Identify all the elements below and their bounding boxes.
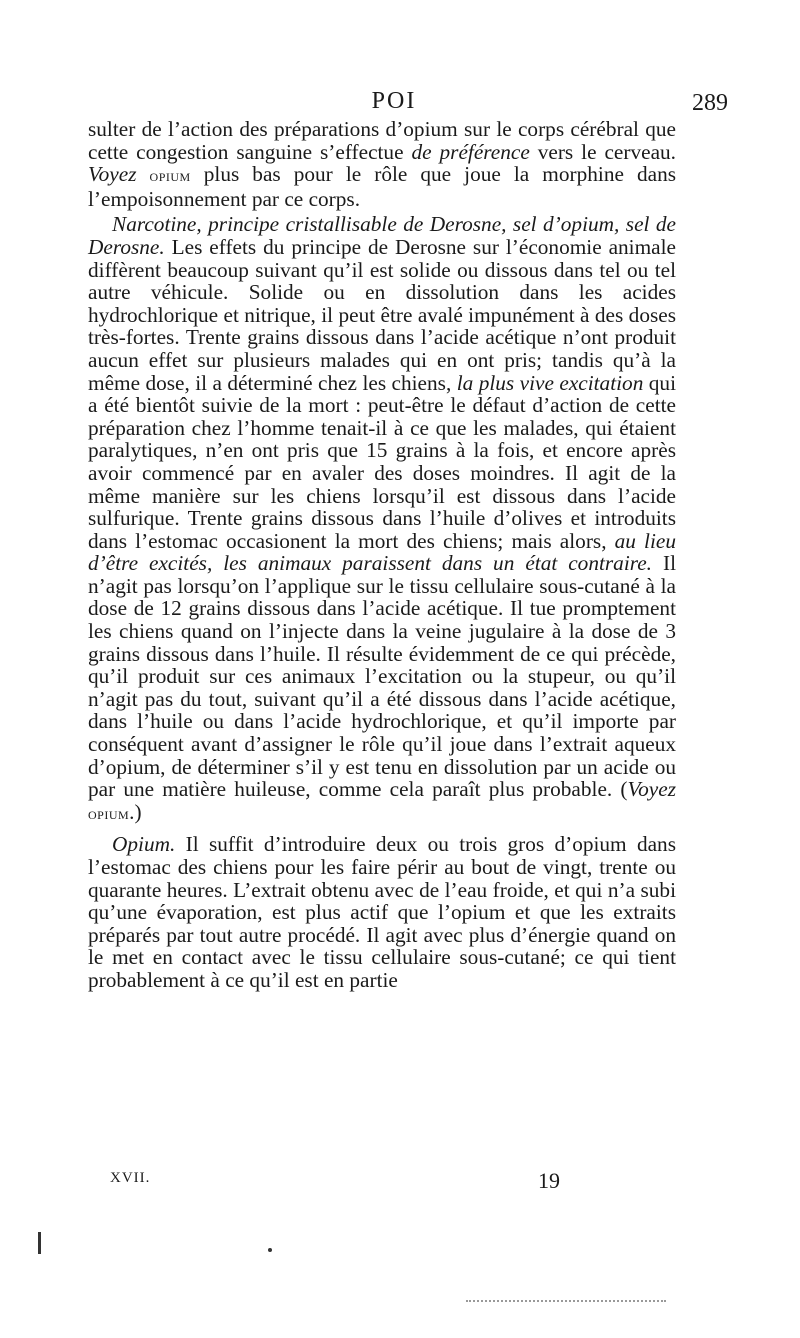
- text-run: plus bas pour le rôle que joue la morphine dans l’empoisonnement par ce corps.: [88, 162, 676, 211]
- italic-text: la plus vive excitation: [456, 370, 644, 395]
- italic-text: Narcotine, principe cristallisable de Derosne, sel d’opium, sel de Derosne.: [88, 212, 676, 259]
- bottom-rule: [466, 1300, 666, 1303]
- ink-speck: [268, 1248, 272, 1252]
- text-run: sulter de l’action des préparations d’opium sur le corps cérébral que cette congestion sanguine s’effectue: [88, 117, 676, 164]
- paragraph-opium: [88, 833, 676, 991]
- paragraph-morphine: [88, 118, 676, 210]
- text-run: [137, 162, 150, 186]
- italic-text: de préférence: [411, 139, 530, 164]
- small-caps-text: opium: [88, 803, 130, 823]
- italic-text: au lieu d’être excités, les animaux paraissent dans un état contraire.: [88, 528, 676, 576]
- text-run: Il n’agit pas lorsqu’on l’applique sur le tissu cellulaire sous-cutané à la dose de 12 grains dissous dans l’acide acétique. Il tue promptement les chiens quand on l’injecte dans la veine jugulaire à la dose de 3 grains dissous dans l’huile. Il résulte évidemment de ce qui précède, qu’il produit sur ces animaux l’excitation ou la stupeur, ou qu’il n’agit pas du tout, suivant qu’il a été dissous dans l’acide acétique, dans l’huile ou dans l’acide hydrochlorique, et qu’il importe par conséquent avant d’assigner le rôle qu’il joue dans l’extrait aqueux d’opium, de déterminer s’il y est tenu en dissolution par un acide ou par une matière huileuse, comme cela paraît plus probable. (: [88, 551, 676, 802]
- text-run: .): [129, 799, 142, 824]
- page-header: [88, 88, 728, 118]
- page-footer: [110, 1168, 590, 1196]
- signature-mark: XVII.: [110, 1170, 151, 1186]
- running-head: POI: [371, 88, 417, 114]
- body-text: [88, 118, 676, 992]
- page-number: 289: [692, 90, 728, 116]
- text-run: qui a été bientôt suivie de la mort : peut-être le défaut d’action de cette préparation chez l’homme tenait-il à ce que les malades, qui étaient paralytiques, n’en ont pris que 15 grains à la fois, et encore après avoir commencé par en avaler des doses moindres. Il agit de la même manière sur les chiens lorsqu’il est dissous dans l’acide sulfurique. Trente grains dissous dans l’huile d’olives et introduits dans l’estomac occasionent la mort des chiens; mais alors,: [88, 370, 676, 553]
- text-run: Les effets du principe de Derosne sur l’économie animale diffèrent beaucoup suivant qu’il est solide ou dissous dans tel ou tel autre véhicule. Solide ou en dissolution dans les acides hydrochlorique et nitrique, il peut être avalé impunément à des doses très-fortes. Trente grains dissous dans l’acide acétique n’ont produit aucun effet sur plusieurs malades qui en ont pris; tandis qu’à la même dose, il a déterminé chez les chiens,: [88, 234, 676, 395]
- italic-text: Voyez: [627, 777, 676, 802]
- text-run: Il suffit d’introduire deux ou trois gros d’opium dans l’estomac des chiens pour les faire périr au bout de vingt, trente ou quarante heures. L’extrait obtenu avec de l’eau froide, et qui n’a subi qu’une évaporation, est plus actif que l’opium et que les extraits préparés par tout autre procédé. Il agit avec plus d’énergie quand on le met en contact avec le tissu cellulaire sous-cutané; ce qui tient probablement à ce qu’il est en partie: [88, 832, 676, 992]
- paragraph-narcotine: [88, 213, 676, 825]
- italic-text: Voyez: [88, 162, 137, 187]
- signature-number: 19: [538, 1168, 560, 1193]
- text-run: vers le cerveau.: [529, 139, 676, 164]
- ink-speck: [38, 1232, 41, 1254]
- small-caps-text: opium: [149, 166, 191, 186]
- italic-text: Opium.: [112, 832, 176, 857]
